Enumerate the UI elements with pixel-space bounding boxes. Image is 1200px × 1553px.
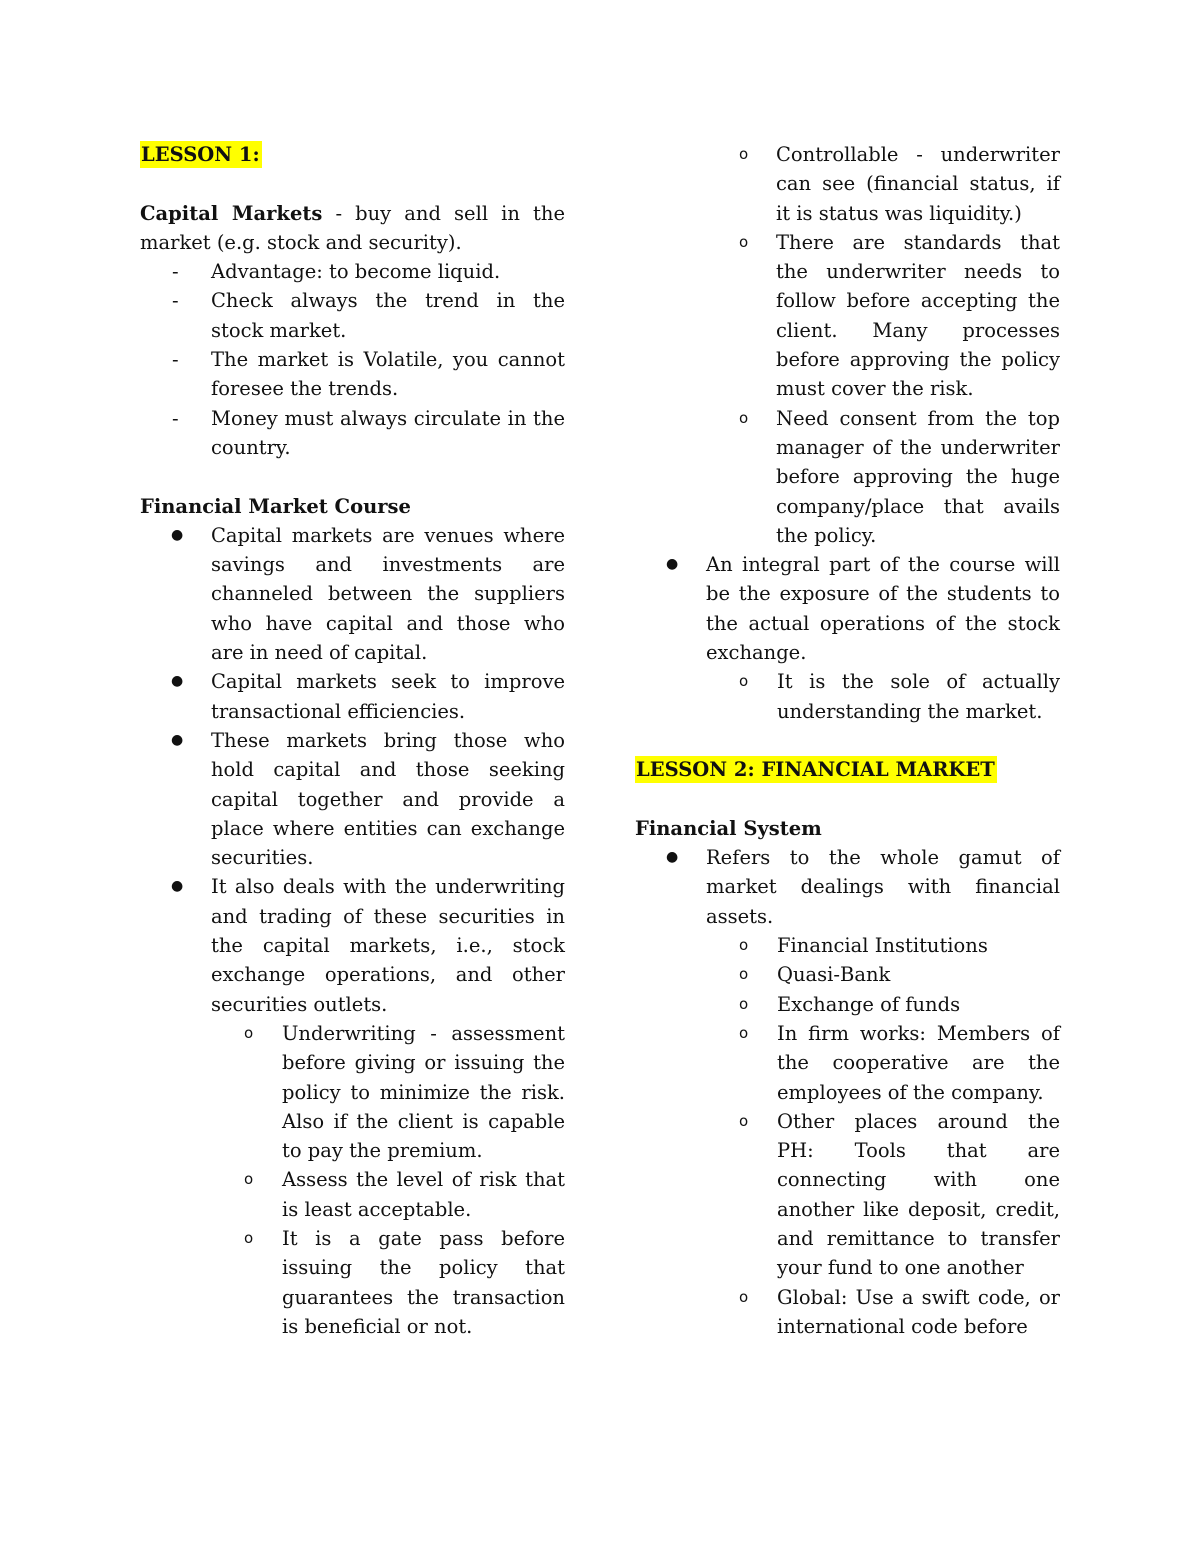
capital-markets-list: [140, 257, 565, 462]
course-bullet-list: [140, 521, 565, 1341]
sub-list: [706, 667, 1060, 726]
circle-bullet-icon: o: [739, 145, 749, 163]
bullet-icon: ●: [171, 673, 184, 690]
list-item: - Check always the trend in the stock market.: [140, 286, 565, 345]
bullet-icon: ●: [666, 849, 679, 866]
circle-bullet-icon: o: [739, 408, 749, 427]
sub-list-item: o Financial Institutions: [706, 931, 1060, 960]
course-bullet-list-continued: [635, 550, 1060, 726]
capital-markets-term: Capital Markets: [140, 201, 323, 225]
list-item: - Advantage: to become liquid.: [140, 257, 565, 286]
bullet-icon: ●: [171, 526, 184, 543]
circle-bullet-icon: o: [244, 1228, 254, 1247]
list-item: ● It also deals with the underwriting and trading of these securities in the capital markets, i.e., stock exchange operations, and other securities outlets. o Underwriting - assessment before giving or issuing the policy to minimize the risk. Also if the client is capable to pay the premium. o Assess the level of risk that is least acceptable. o It is a gate pass before issuing the policy that guarantees the transaction is beneficial or not.: [140, 872, 565, 1341]
sub-list-item: o There are standards that the underwriter needs to follow before accepting the client. Many processes before approving the policy must cover the risk.: [635, 228, 1060, 404]
bullet-icon: ●: [171, 731, 184, 748]
circle-bullet-icon: o: [244, 1023, 254, 1042]
left-column: [140, 140, 565, 1341]
circle-bullet-icon: o: [739, 1111, 749, 1130]
right-column: [635, 140, 1060, 1341]
sub-list: [211, 1019, 565, 1341]
capital-markets-definition: [140, 199, 565, 258]
spacer: [635, 726, 1060, 755]
circle-bullet-icon: o: [739, 232, 749, 251]
financial-system-heading: Financial System: [635, 816, 822, 840]
sub-list-item: o Exchange of funds: [706, 990, 1060, 1019]
circle-bullet-icon: o: [739, 672, 749, 691]
bullet-icon: ●: [171, 878, 184, 895]
spacer: [140, 462, 565, 491]
sub-list-item: o Global: Use a swift code, or international code before: [706, 1283, 1060, 1342]
bullet-icon: ●: [666, 556, 679, 573]
circle-bullet-icon: o: [739, 1023, 749, 1042]
sub-list-item: o Need consent from the top manager of the underwriter before approving the huge company/place that avails the policy.: [635, 404, 1060, 550]
sub-list-item: o Other places around the PH: Tools that are connecting with one another like deposit, credit, and remittance to transfer your fund to one another: [706, 1107, 1060, 1283]
circle-bullet-icon: o: [739, 936, 749, 955]
lesson-1-title: LESSON 1:: [141, 143, 260, 166]
sub-list-item: o It is a gate pass before issuing the policy that guarantees the transaction is beneficial or not.: [211, 1224, 565, 1341]
list-item: ● Refers to the whole gamut of market dealings with financial assets. o Financial Institutions o Quasi-Bank o Exchange of funds o In firm works: Members of the cooperative are the employees of the company. o Other places around the PH: Tools that are connecting with one another like deposit, credit, and remittance to transfer your fund to one another o Global: Use a swift code, or international code before: [635, 843, 1060, 1341]
sub-list-item: o Underwriting - assessment before giving or issuing the policy to minimize the risk. Also if the client is capable to pay the premium.: [211, 1019, 565, 1165]
sub-list-item: o In firm works: Members of the cooperative are the employees of the company.: [706, 1019, 1060, 1107]
sub-list-continued: [635, 140, 1060, 550]
sub-list-item: o It is the sole of actually understanding the market.: [706, 667, 1060, 726]
sub-list: [706, 931, 1060, 1341]
circle-bullet-icon: o: [739, 1287, 749, 1306]
list-item: ● An integral part of the course will be the exposure of the students to the actual operations of the stock exchange. o It is the sole of actually understanding the market.: [635, 550, 1060, 726]
financial-market-course-heading: Financial Market Course: [140, 494, 411, 518]
list-item: - Money must always circulate in the country.: [140, 404, 565, 463]
capital-markets-text: - buy and sell in the market (e.g. stock and security).: [140, 201, 565, 254]
list-item: ● Capital markets seek to improve transactional efficiencies.: [140, 667, 565, 726]
circle-bullet-icon: o: [244, 1170, 254, 1189]
financial-system-list: [635, 843, 1060, 1341]
sub-list-item: o Quasi-Bank: [706, 960, 1060, 989]
spacer: [140, 169, 565, 198]
list-item: - The market is Volatile, you cannot foresee the trends.: [140, 345, 565, 404]
list-item: ● Capital markets are venues where savings and investments are channeled between the suppliers who have capital and those who are in need of capital.: [140, 521, 565, 667]
lesson-2-title: LESSON 2: FINANCIAL MARKET: [636, 758, 995, 782]
list-item: ● These markets bring those who hold capital and those seeking capital together and provide a place where entities can exchange securities.: [140, 726, 565, 872]
sub-list-item: o Assess the level of risk that is least acceptable.: [211, 1165, 565, 1224]
circle-bullet-icon: o: [739, 965, 749, 984]
spacer: [635, 785, 1060, 814]
circle-bullet-icon: o: [739, 994, 749, 1013]
sub-list-item: o Controllable - underwriter can see (financial status, if it is status was liquidity.): [635, 140, 1060, 228]
